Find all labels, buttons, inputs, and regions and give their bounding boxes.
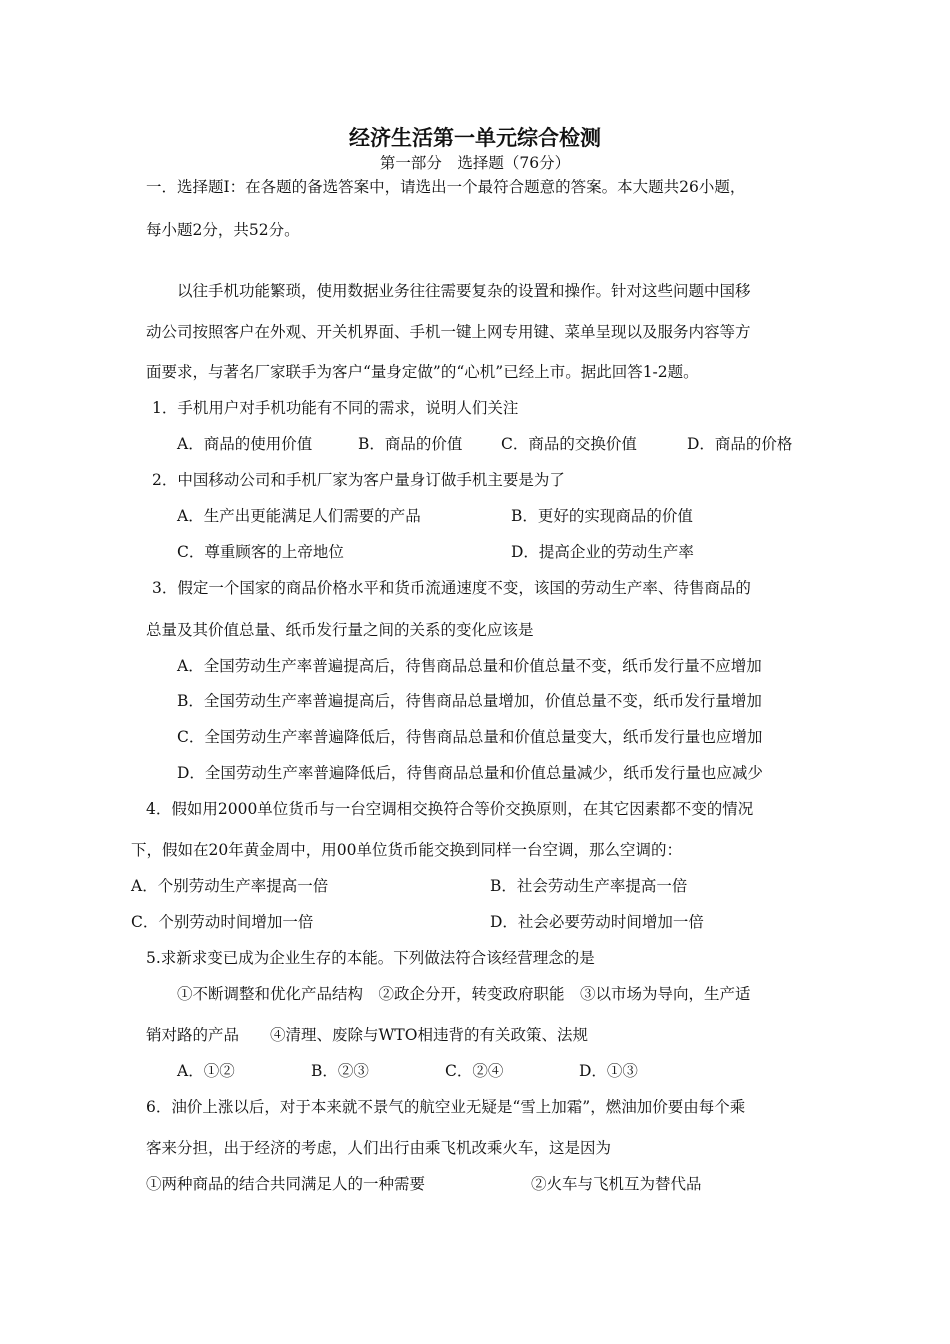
q3-option-c: C．全国劳动生产率普遍降低后，待售商品总量和价值总量变大，纸币发行量也应增加 xyxy=(177,728,763,746)
q5-option-c: C．②④ xyxy=(445,1062,504,1080)
q3-stem-line-2: 总量及其价值总量、纸币发行量之间的关系的变化应该是 xyxy=(146,621,534,639)
q1-stem: 1．手机用户对手机功能有不同的需求，说明人们关注 xyxy=(152,399,519,417)
q2-option-b: B．更好的实现商品的价值 xyxy=(511,507,693,525)
q6-item-2: ②火车与飞机互为替代品 xyxy=(531,1175,702,1193)
q5-items-line-2: 销对路的产品 ④清理、废除与WTO相违背的有关政策、法规 xyxy=(146,1026,588,1044)
q4-option-b: B．社会劳动生产率提高一倍 xyxy=(490,877,688,895)
q3-option-d: D．全国劳动生产率普遍降低后，待售商品总量和价值总量减少，纸币发行量也应减少 xyxy=(177,764,763,782)
q1-option-c: C．商品的交换价值 xyxy=(501,435,637,453)
passage-line-2: 动公司按照客户在外观、开关机界面、手机一键上网专用键、菜单呈现以及服务内容等方 xyxy=(146,323,751,341)
q1-option-d: D．商品的价格 xyxy=(687,435,793,453)
q4-option-a: A．个别劳动生产率提高一倍 xyxy=(131,877,329,895)
q3-option-b: B．全国劳动生产率普遍提高后，待售商品总量增加，价值总量不变，纸币发行量增加 xyxy=(177,692,762,710)
q3-stem-line-1: 3．假定一个国家的商品价格水平和货币流通速度不变，该国的劳动生产率、待售商品的 xyxy=(152,579,751,597)
q1-option-a: A．商品的使用价值 xyxy=(177,435,313,453)
q4-stem-line-2: 下，假如在20年黄金周中，用00单位货币能交换到同样一台空调，那么空调的： xyxy=(131,841,682,859)
q6-stem-line-1: 6．油价上涨以后，对于本来就不景气的航空业无疑是“雪上加霜”，燃油加价要由每个乘 xyxy=(146,1098,746,1116)
page-title: 经济生活第一单元综合检测 xyxy=(349,126,601,150)
q2-option-d: D．提高企业的劳动生产率 xyxy=(511,543,694,561)
passage-line-3: 面要求，与著名厂家联手为客户“量身定做”的“心机”已经上市。据此回答1-2题。 xyxy=(146,363,699,381)
section-intro-line-1: 一．选择题Ⅰ：在各题的备选答案中，请选出一个最符合题意的答案。本大题共26小题， xyxy=(146,178,746,196)
q5-option-d: D．①③ xyxy=(579,1062,638,1080)
q5-stem: 5.求新求变已成为企业生存的本能。下列做法符合该经营理念的是 xyxy=(146,949,595,967)
q1-option-b: B．商品的价值 xyxy=(358,435,463,453)
q4-stem-line-1: 4．假如用2000单位货币与一台空调相交换符合等价交换原则，在其它因素都不变的情况 xyxy=(146,800,754,818)
q5-option-a: A．①② xyxy=(177,1062,235,1080)
q4-option-c: C．个别劳动时间增加一倍 xyxy=(131,913,314,931)
q6-item-1: ①两种商品的结合共同满足人的一种需要 xyxy=(146,1175,426,1193)
q2-option-a: A．生产出更能满足人们需要的产品 xyxy=(177,507,421,525)
q2-option-c: C．尊重顾客的上帝地位 xyxy=(177,543,344,561)
q5-option-b: B．②③ xyxy=(311,1062,369,1080)
q2-stem: 2．中国移动公司和手机厂家为客户量身订做手机主要是为了 xyxy=(152,471,565,489)
q6-stem-line-2: 客来分担，出于经济的考虑，人们出行由乘飞机改乘火车，这是因为 xyxy=(146,1139,612,1157)
section-intro-line-2: 每小题2分，共52分。 xyxy=(146,221,300,239)
q4-option-d: D．社会必要劳动时间增加一倍 xyxy=(490,913,704,931)
passage-line-1: 以往手机功能繁琐，使用数据业务往往需要复杂的设置和操作。针对这些问题中国移 xyxy=(177,282,751,300)
q5-items-line-1: ①不断调整和优化产品结构 ②政企分开，转变政府职能 ③以市场为导向，生产适 xyxy=(177,985,751,1003)
page-subtitle: 第一部分 选择题（76分） xyxy=(379,154,571,172)
q3-option-a: A．全国劳动生产率普遍提高后，待售商品总量和价值总量不变，纸币发行量不应增加 xyxy=(177,657,762,675)
